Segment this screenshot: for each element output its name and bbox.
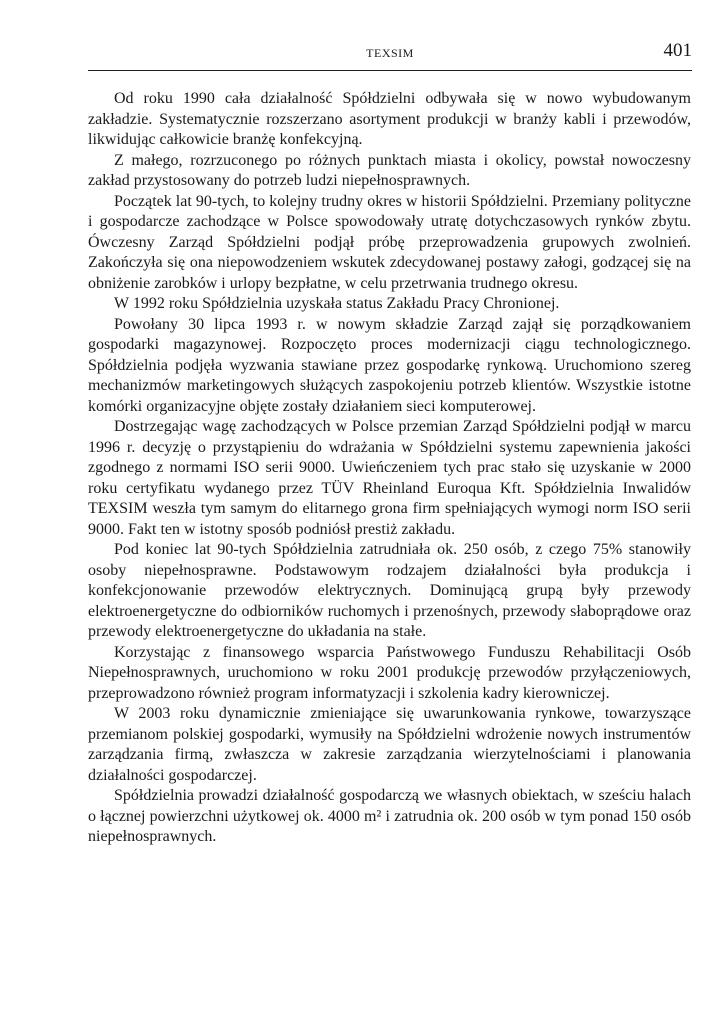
paragraph: Spółdzielnia prowadzi działalność gospodarczą we własnych obiektach, w sześciu halach o łącznej powierzchni użytkowej ok. 4000 m² i zatrudnia ok. 200 osób w tym ponad 150 osób niepełnosprawnych. [88,787,691,845]
paragraph: W 1992 roku Spółdzielnia uzyskała status Zakładu Pracy Chronionej. [114,295,560,312]
paragraph: Dostrzegając wagę zachodzących w Polsce przemian Zarząd Spółdzielni podjął w marcu 1996 r. decyzję o przystąpieniu do wdrażania w Spółdzielni systemu zapewnienia jakości zgodnego z normami ISO serii 9000. Uwieńczeniem tych prac stało się uzyskanie w 2000 roku certyfikatu wydanego przez TÜV Rheinland Euroqua Kft. Spółdzielnia Inwalidów TEXSIM weszła tym samym do elitarnego grona firm spełniających wymogi norm ISO serii 9000. Fakt ten w istotny sposób podniósł prestiż zakładu. [88,418,691,538]
paragraph: Powołany 30 lipca 1993 r. w nowym składzie Zarząd zajął się porządkowaniem gospodarki magazynowej. Rozpoczęto proces modernizacji ciągu technologicznego. Spółdzielnia podjęła wyzwania stawiane przez gospodarkę rynkową. Uruchomiono szereg mechanizmów marketingowych służących zaspokojeniu potrzeb klientów. Wszystkie istotne komórki organizacyjne objęte zostały działaniem sieci komputerowej. [88,315,691,415]
body-text [88,89,691,848]
paragraph: Korzystając z finansowego wsparcia Państwowego Funduszu Rehabilitacji Osób Niepełnosprawnych, uruchomiono w roku 2001 produkcję przewodów przyłączeniowych, przeprowadzono również program informatyzacji i szkolenia kadry kierowniczej. [88,643,691,702]
paragraph: Pod koniec lat 90-tych Spółdzielnia zatrudniała ok. 250 osób, z czego 75% stanowiły osoby niepełnosprawne. Podstawowym rodzajem działalności była produkcja i konfekcjonowanie przewodów elektrycznych. Dominującą grupą były przewody elektroenergetyczne do odbiorników ruchomych i przenośnych, przewody słaboprądowe oraz przewody elektroenergetyczne do układania na stałe. [88,541,691,640]
running-header [88,40,692,71]
paragraph: Z małego, rozrzuconego po różnych punktach miasta i okolicy, powstał nowoczesny zakład przystosowany do potrzeb ludzi niepełnosprawnych. [88,151,691,189]
paragraph: Początek lat 90-tych, to kolejny trudny okres w historii Spółdzielni. Przemiany polityczne i gospodarcze zachodzące w Polsce spowodowały utratę dotychczasowych rynków zbytu. Ówczesny Zarząd Spółdzielni podjął próbę przeprowadzenia grupowych zwolnień. Zakończyła się ona niepowodzeniem wskutek zdecydowanej postawy załogi, godzącej się na obniżenie zarobków i urlopy bezpłatne, w celu przetrwania trudnego okresu. [88,192,691,292]
running-title: TEXSIM [366,46,414,60]
paragraph: Od roku 1990 cała działalność Spółdzielni odbywała się w nowo wybudowanym zakładzie. Systematycznie rozszerzano asortyment produkcji w branży kabli i przewodów, likwidując całkowicie branżę konfekcyjną. [88,90,691,148]
paragraph: W 2003 roku dynamicznie zmieniające się uwarunkowania rynkowe, towarzyszące przemianom polskiej gospodarki, wymusiły na Spółdzielni wdrożenie nowych instrumentów zarządzania firmą, zwłaszcza w zakresie zarządzania wierzytelnościami i planowania działalności gospodarczej. [88,705,691,784]
page-number: 401 [663,40,692,61]
